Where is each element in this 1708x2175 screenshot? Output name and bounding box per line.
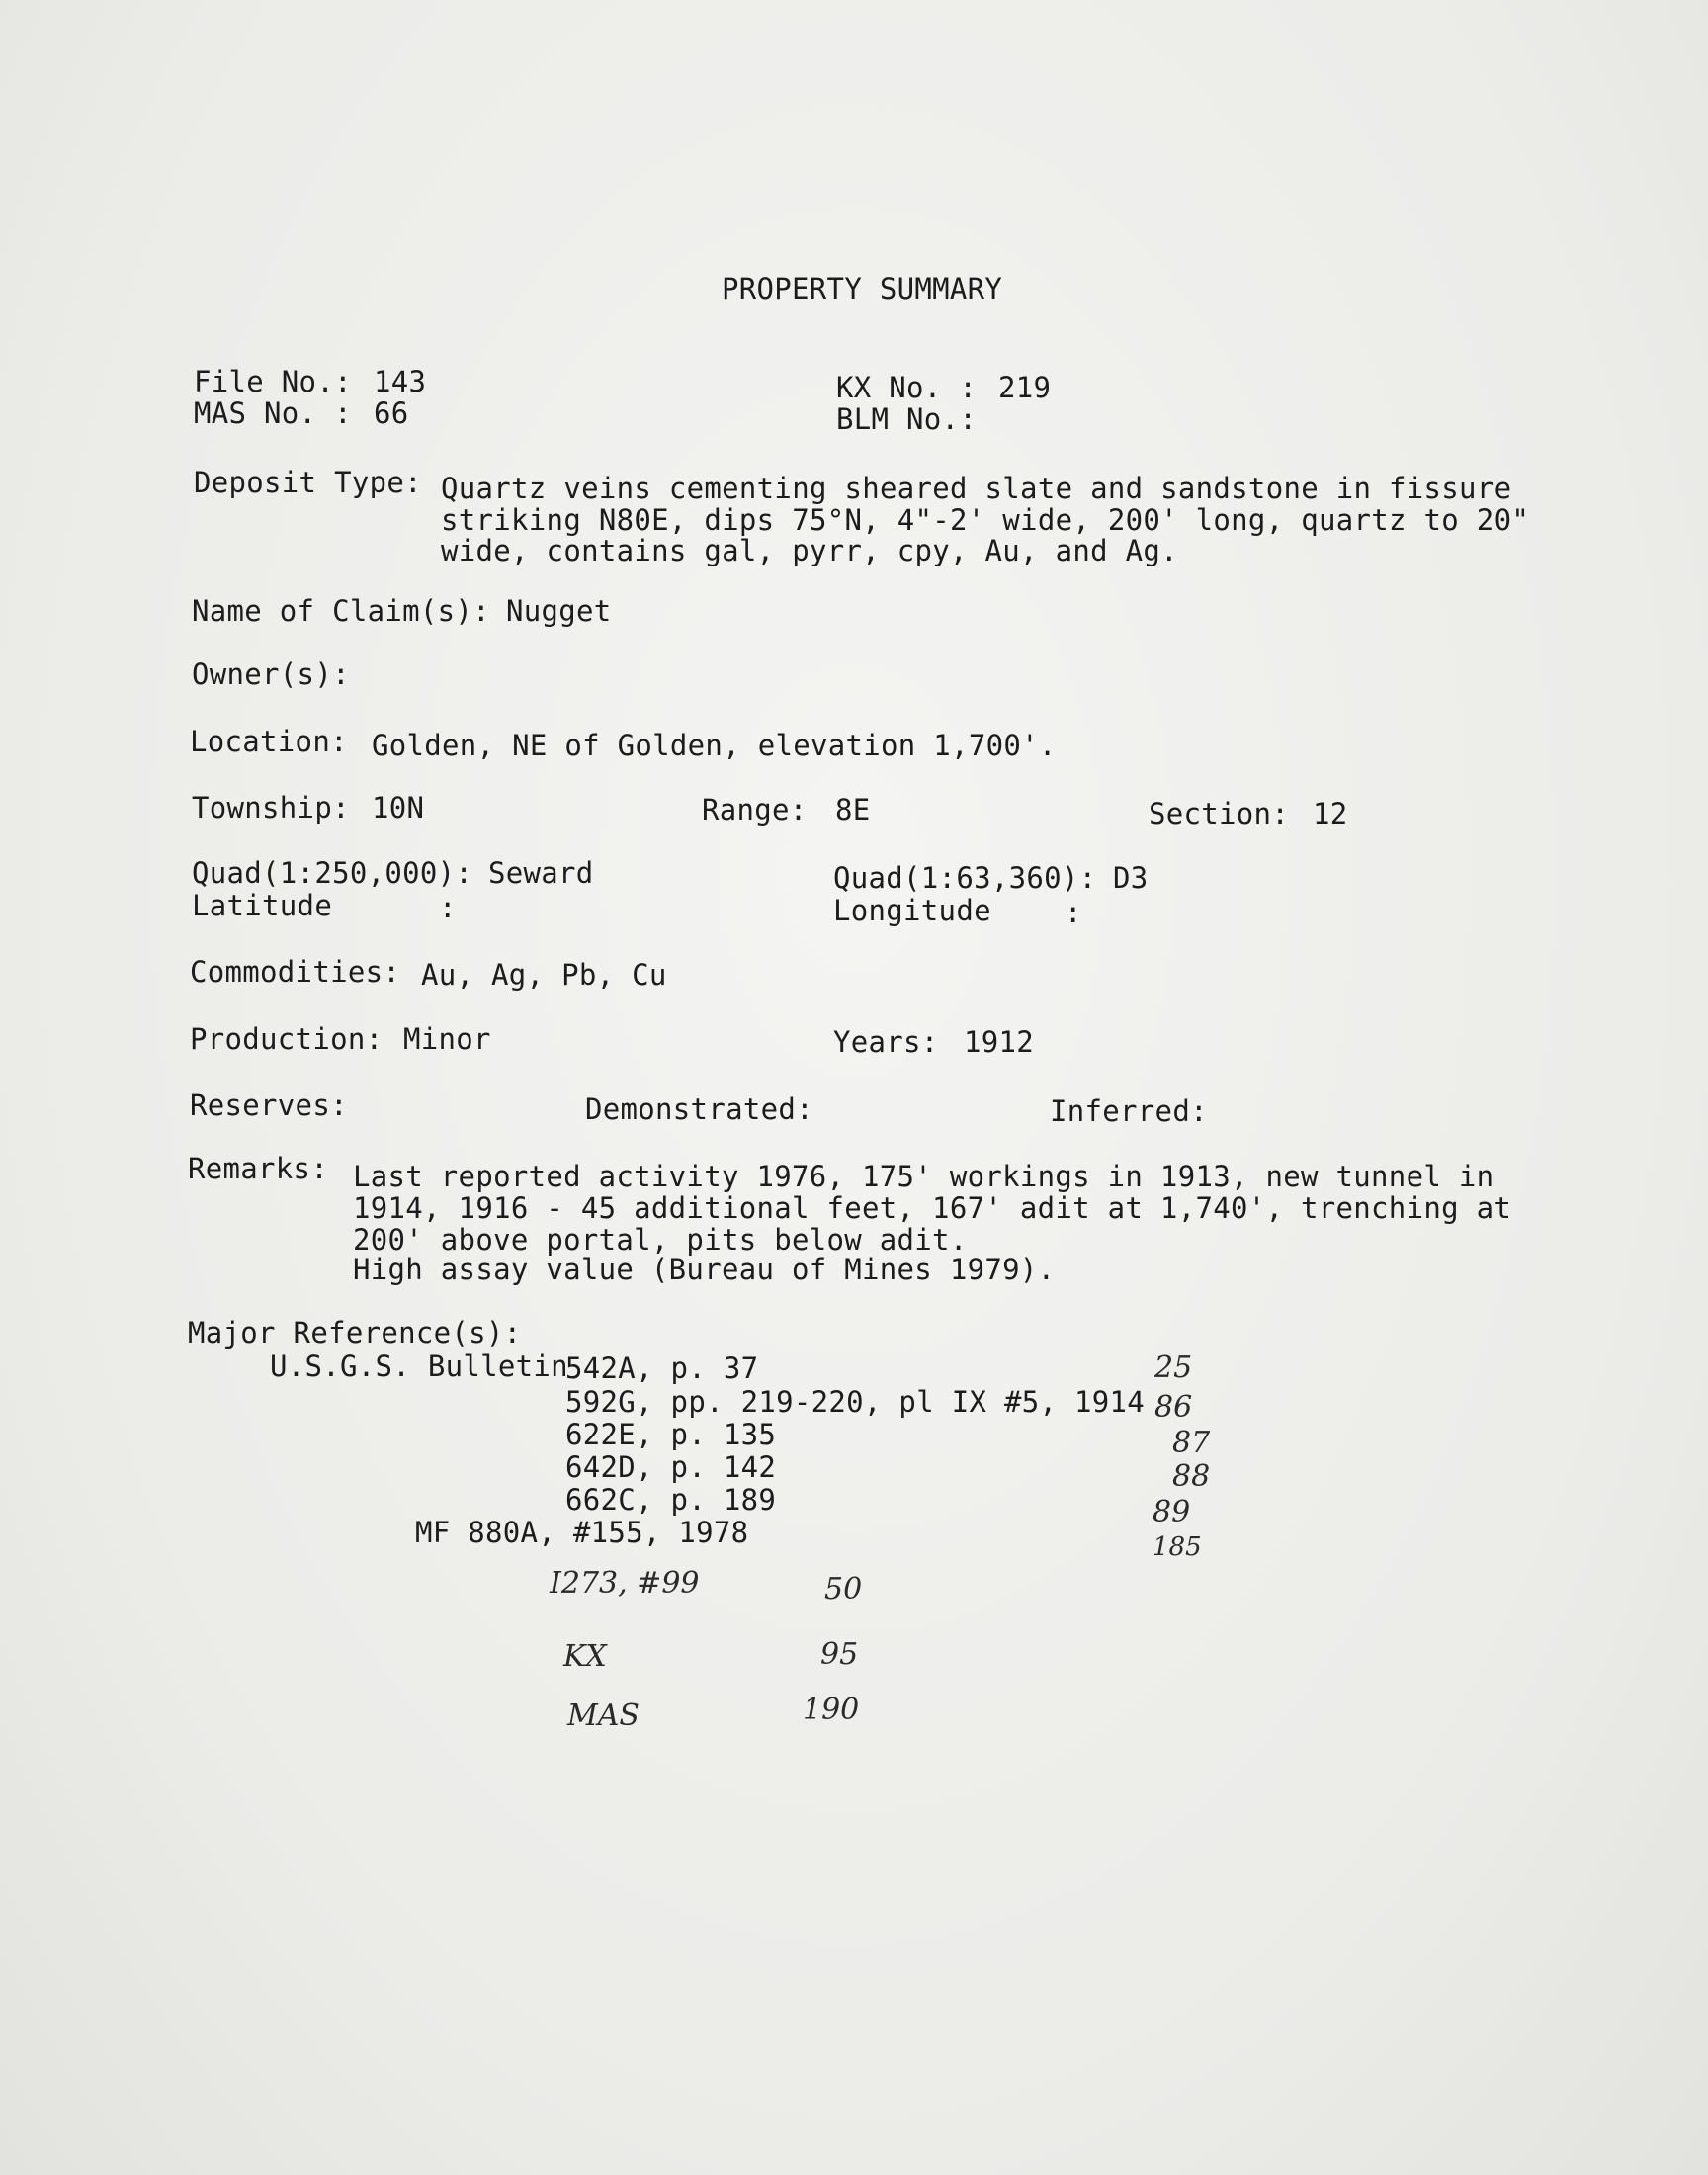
file-no-value: 143 bbox=[374, 365, 427, 398]
claim-label: Name of Claim(s): bbox=[192, 594, 490, 628]
demonstrated-label: Demonstrated: bbox=[585, 1092, 813, 1126]
handwritten-note-value: 50 bbox=[824, 1572, 863, 1607]
handwritten-note-value: 95 bbox=[820, 1637, 859, 1672]
range-label: Range: bbox=[702, 793, 808, 826]
section-value: 12 bbox=[1313, 797, 1348, 830]
quad-250-value: Seward bbox=[488, 856, 594, 890]
production-label: Production: bbox=[190, 1022, 384, 1056]
kx-no-value: 219 bbox=[998, 371, 1052, 404]
location-label: Location: bbox=[190, 725, 348, 758]
mas-no-label: MAS No. : bbox=[194, 396, 352, 430]
commodities-value: Au, Ag, Pb, Cu bbox=[421, 958, 667, 992]
remarks-label: Remarks: bbox=[188, 1152, 329, 1185]
reference-item: 662C, p. 189 bbox=[565, 1483, 777, 1517]
township-label: Township: bbox=[192, 791, 350, 825]
production-value: Minor bbox=[403, 1022, 491, 1056]
commodities-label: Commodities: bbox=[190, 955, 401, 989]
page-title: PROPERTY SUMMARY bbox=[722, 272, 1003, 305]
years-value: 1912 bbox=[964, 1025, 1035, 1059]
file-no-label: File No.: bbox=[194, 365, 352, 398]
references-label: Major Reference(s): bbox=[188, 1316, 522, 1349]
claim-value: Nugget bbox=[506, 594, 612, 628]
deposit-type-line: striking N80E, dips 75°N, 4"-2' wide, 200' long, quartz to 20" bbox=[441, 503, 1530, 537]
handwritten-number: 89 bbox=[1153, 1495, 1191, 1529]
reference-item: 622E, p. 135 bbox=[565, 1418, 777, 1451]
deposit-type-line: Quartz veins cementing sheared slate and sandstone in fissure bbox=[441, 472, 1512, 505]
remarks-line: 200' above portal, pits below adit. bbox=[353, 1223, 968, 1257]
latitude-label: Latitude bbox=[192, 889, 333, 922]
latitude-sep: : bbox=[439, 891, 457, 924]
reference-item: 542A, p. 37 bbox=[565, 1351, 759, 1385]
mf-reference: MF 880A, #155, 1978 bbox=[415, 1516, 749, 1549]
location-value: Golden, NE of Golden, elevation 1,700'. bbox=[372, 729, 1057, 762]
handwritten-number: 88 bbox=[1172, 1459, 1211, 1494]
township-value: 10N bbox=[372, 791, 425, 825]
section-label: Section: bbox=[1149, 797, 1290, 830]
handwritten-note-label: I273, #99 bbox=[550, 1566, 700, 1601]
handwritten-number: 86 bbox=[1154, 1390, 1193, 1425]
bulletin-label: U.S.G.S. Bulletin bbox=[270, 1349, 568, 1383]
handwritten-number: 87 bbox=[1172, 1426, 1211, 1460]
inferred-label: Inferred: bbox=[1050, 1094, 1208, 1128]
longitude-sep: : bbox=[1065, 896, 1082, 929]
quad-250-label: Quad(1:250,000): bbox=[192, 856, 473, 890]
quad-63-label: Quad(1:63,360): bbox=[833, 861, 1097, 895]
blm-no-label: BLM No.: bbox=[836, 402, 978, 436]
handwritten-note-label: KX bbox=[563, 1639, 607, 1674]
deposit-type-line: wide, contains gal, pyrr, cpy, Au, and Ag. bbox=[441, 534, 1178, 567]
remarks-line: Last reported activity 1976, 175' workings in 1913, new tunnel in bbox=[353, 1160, 1494, 1193]
range-value: 8E bbox=[835, 793, 871, 826]
reference-item: 592G, pp. 219-220, pl IX #5, 1914 bbox=[565, 1385, 1146, 1419]
kx-no-label: KX No. : bbox=[836, 371, 978, 404]
handwritten-number: 185 bbox=[1153, 1532, 1202, 1562]
handwritten-note-label: MAS bbox=[567, 1698, 640, 1733]
remarks-line: High assay value (Bureau of Mines 1979). bbox=[353, 1253, 1056, 1286]
longitude-label: Longitude bbox=[833, 894, 991, 927]
remarks-line: 1914, 1916 - 45 additional feet, 167' adit at 1,740', trenching at bbox=[353, 1191, 1512, 1225]
handwritten-number: 25 bbox=[1154, 1350, 1193, 1385]
owner-label: Owner(s): bbox=[192, 657, 350, 691]
quad-63-value: D3 bbox=[1113, 861, 1149, 895]
handwritten-note-value: 190 bbox=[803, 1693, 860, 1727]
reserves-label: Reserves: bbox=[190, 1088, 348, 1122]
reference-item: 642D, p. 142 bbox=[565, 1450, 777, 1484]
mas-no-value: 66 bbox=[374, 396, 409, 430]
years-label: Years: bbox=[833, 1025, 939, 1059]
deposit-type-label: Deposit Type: bbox=[194, 466, 422, 499]
